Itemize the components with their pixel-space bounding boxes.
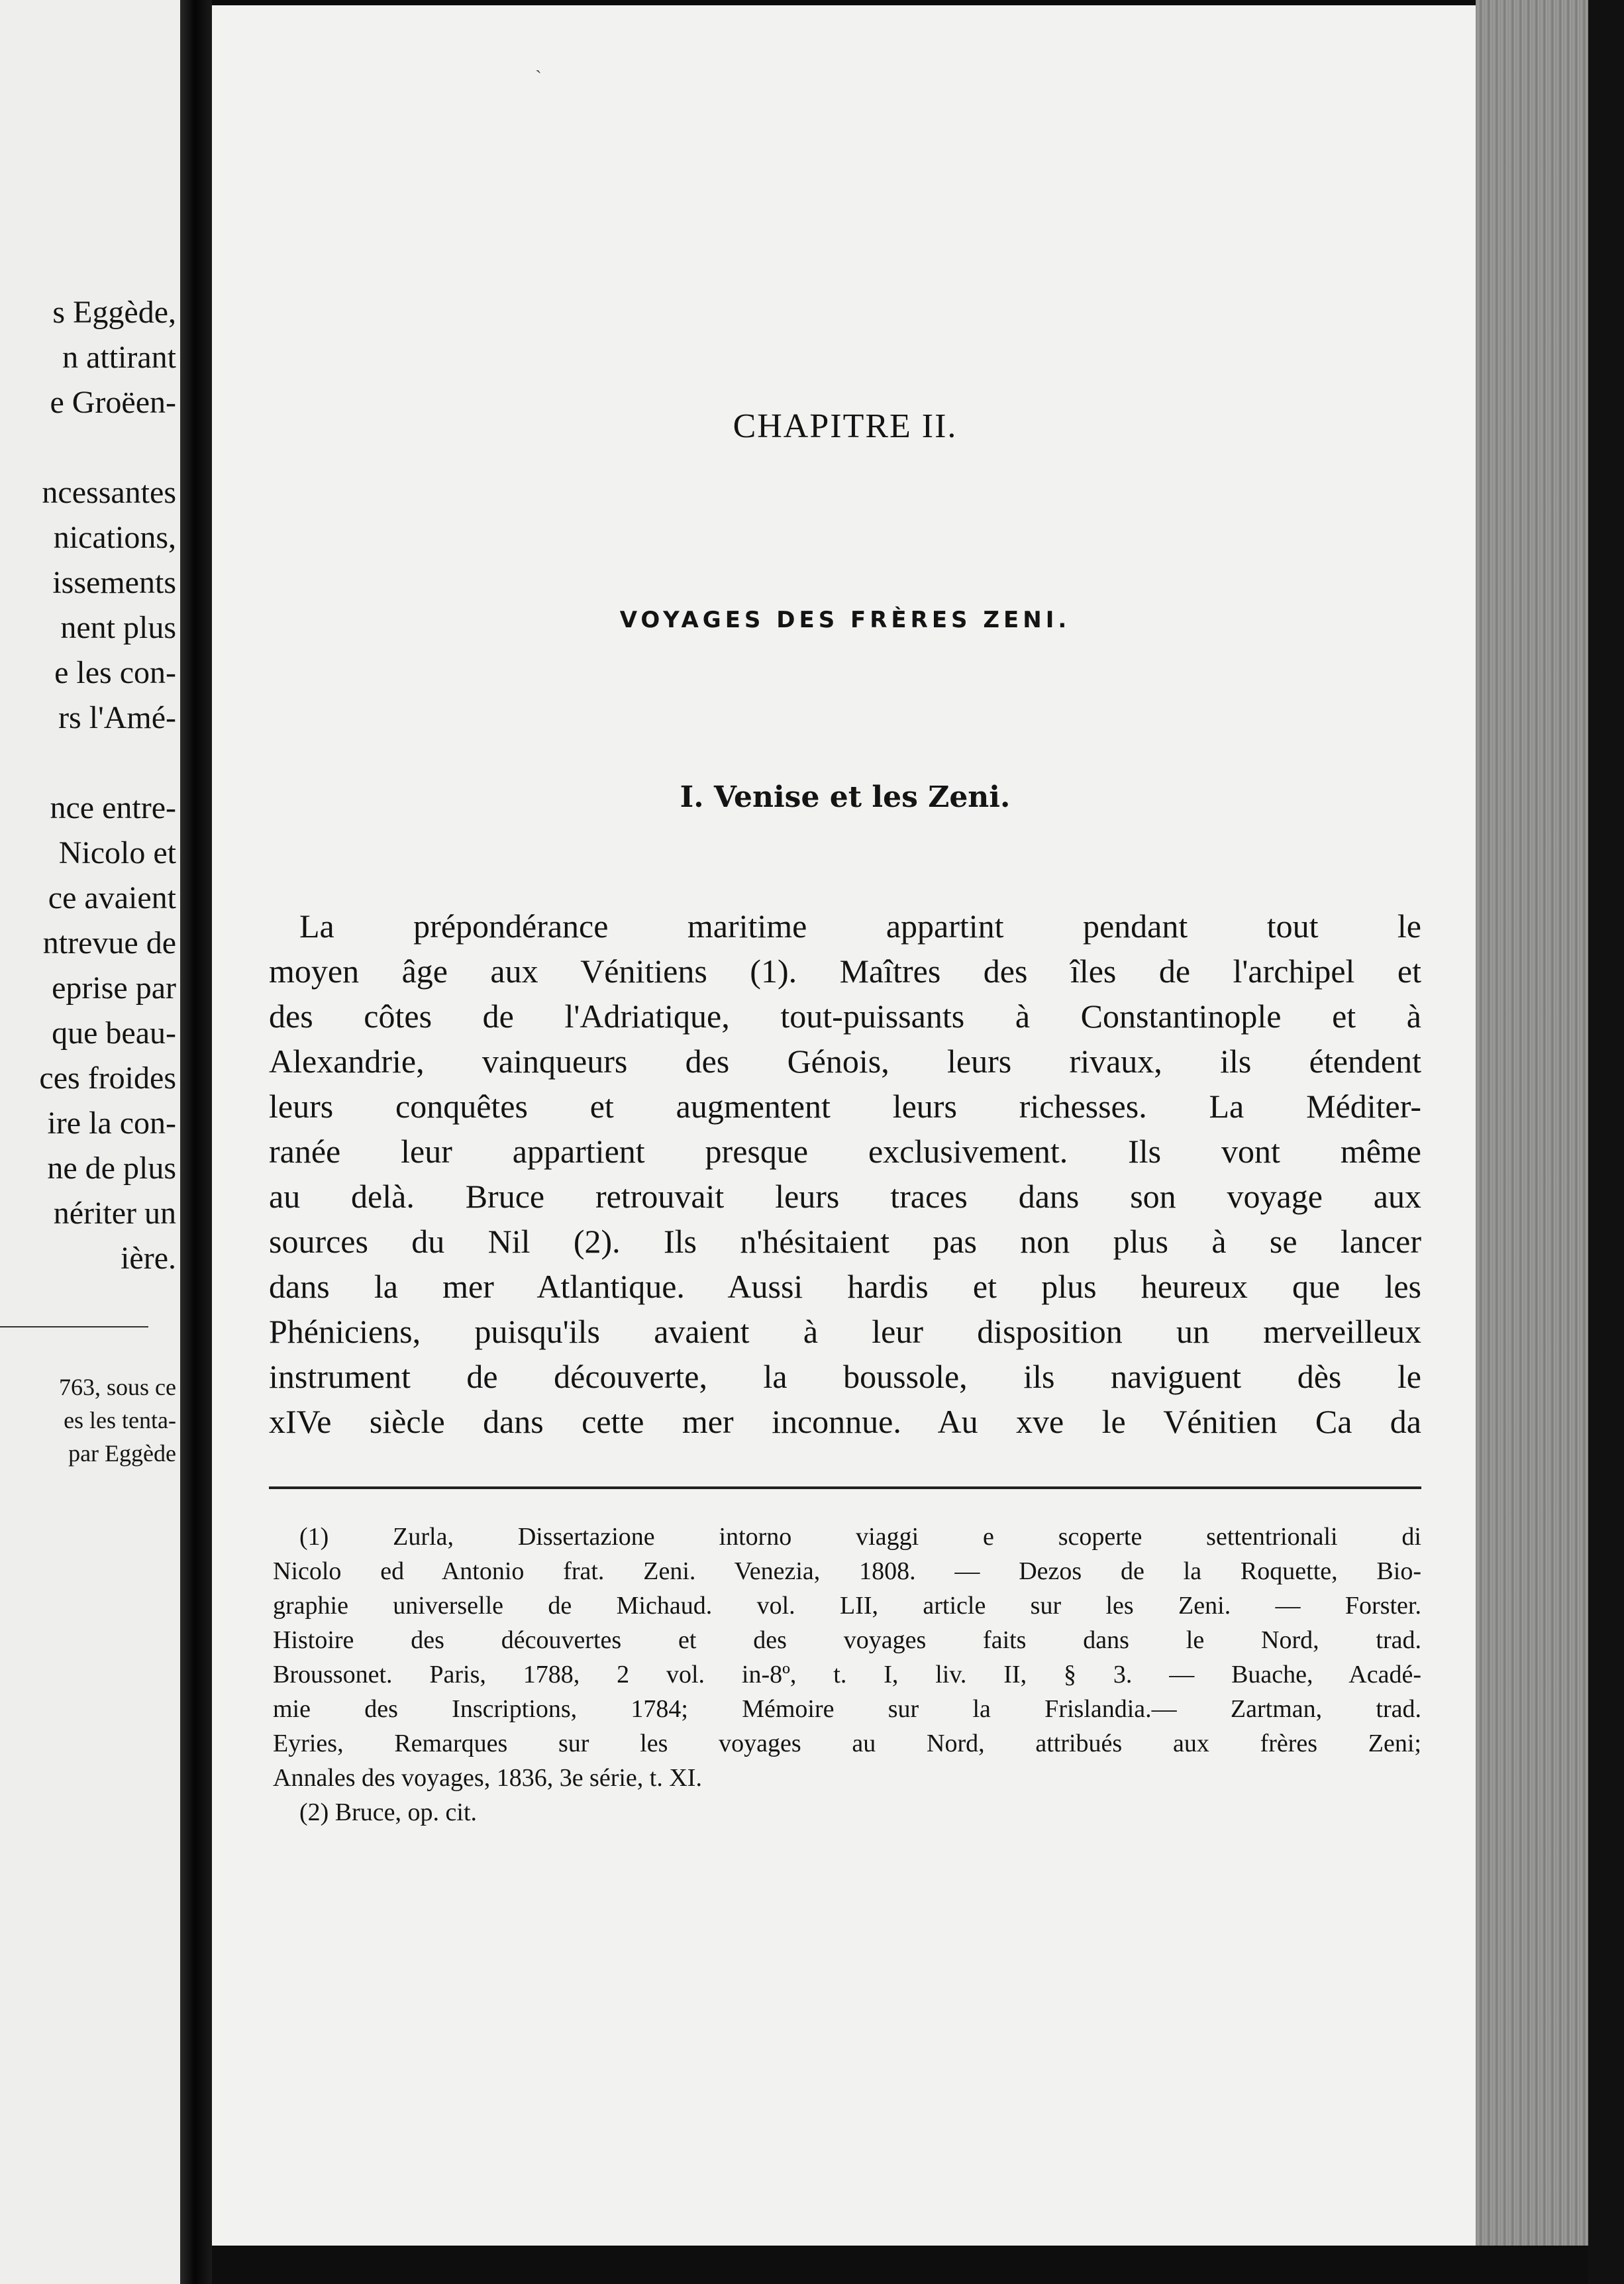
footnote-rule [269,1486,1421,1489]
left-page-line: issements [52,565,176,600]
left-page-line: ce avaient [48,880,176,915]
left-page-line: ière. [121,1241,176,1276]
left-page-line: nce entre- [50,790,176,825]
footnote-line: Histoire des découvertes et des voyages faits dans le Nord, trad. [273,1626,1421,1654]
ink-speck: ˎ [535,52,542,74]
body-line: moyen âge aux Vénitiens (1). Maîtres des îles de l'archipel et [269,953,1421,990]
footnote-line: graphie universelle de Michaud. vol. LII, article sur les Zeni. — Forster. [273,1592,1421,1620]
left-page-line: e Groëen- [50,385,176,420]
body-line: ranée leur appartient presque exclusivement. Ils vont même [269,1133,1421,1170]
chapter-title: CHAPITRE II. [733,407,958,445]
left-page-footnote-line: par Eggède [68,1440,176,1467]
footnote-line: mie des Inscriptions, 1784; Mémoire sur la Frislandia.— Zartman, trad. [273,1695,1421,1723]
left-page-line: ces froides [39,1061,176,1096]
book-gutter [180,0,212,2284]
body-line: Phéniciens, puisqu'ils avaient à leur disposition un merveilleux [269,1313,1421,1350]
body-line: La prépondérance maritime appartint pendant tout le [299,908,1421,945]
left-page-line: nent plus [60,610,176,645]
left-page-line: ncessantes [42,475,176,510]
left-facing-page [0,0,180,2284]
left-page-line: ne de plus [47,1151,176,1186]
left-page-line: ire la con- [47,1106,176,1141]
left-page-line: e les con- [54,655,176,690]
body-line: des côtes de l'Adriatique, tout-puissants à Constantinople et à [269,998,1421,1035]
body-paragraph [269,904,1421,1444]
footnotes [273,1520,1421,1830]
section-heading: VOYAGES DES FRÈRES ZENI. [619,607,1071,633]
body-line: au delà. Bruce retrouvait leurs traces dans son voyage aux [269,1178,1421,1215]
footnote-line: (2) Bruce, op. cit. [299,1798,478,1826]
left-page-line: rs l'Amé- [58,700,176,735]
left-page-line: nications, [53,520,176,555]
body-line: sources du Nil (2). Ils n'hésitaient pas non plus à se lancer [269,1223,1421,1260]
left-page-line: ntrevue de [42,925,176,960]
footnote-line: Annales des voyages, 1836, 3e série, t. XI. [273,1764,702,1792]
scan-border [1588,0,1624,2284]
body-line: dans la mer Atlantique. Aussi hardis et plus heureux que les [269,1268,1421,1305]
scan-bottom-border [212,2246,1588,2284]
footnote-line: Nicolo ed Antonio frat. Zeni. Venezia, 1808. — Dezos de la Roquette, Bio- [273,1557,1421,1585]
left-page-line: nériter un [53,1196,176,1231]
footnote-line: Broussonet. Paris, 1788, 2 vol. in-8º, t. I, liv. II, § 3. — Buache, Acadé- [273,1661,1421,1688]
book-page [212,5,1478,2246]
body-line: xIVe siècle dans cette mer inconnue. Au xve le Vénitien Ca da [269,1403,1421,1440]
left-page-footnote-line: 763, sous ce [59,1374,176,1400]
left-page-line: n attirant [62,340,176,375]
left-page-line: que beau- [52,1015,176,1051]
page-stack-edge [1476,0,1588,2252]
left-page-footnote-rule [0,1326,148,1327]
body-line: instrument de découverte, la boussole, ils naviguent dès le [269,1358,1421,1395]
left-page-line: s Eggède, [52,295,176,330]
footnote-line: Eyries, Remarques sur les voyages au Nord, attribués aux frères Zeni; [273,1730,1421,1757]
left-page-line: eprise par [52,970,176,1006]
footnote-line: (1) Zurla, Dissertazione intorno viaggi e scoperte settentrionali di [299,1523,1421,1551]
body-line: leurs conquêtes et augmentent leurs richesses. La Méditer- [269,1088,1421,1125]
body-line: Alexandrie, vainqueurs des Génois, leurs rivaux, ils étendent [269,1043,1421,1080]
left-page-line: Nicolo et [58,835,176,870]
subsection-heading: I. Venise et les Zeni. [680,780,1011,814]
left-page-footnote-line: es les tenta- [64,1407,176,1433]
